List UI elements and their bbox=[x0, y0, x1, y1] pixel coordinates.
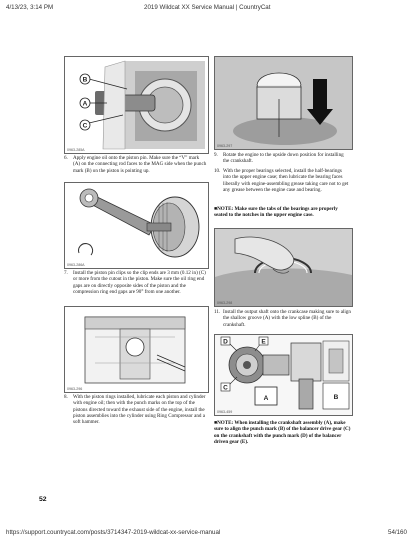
figure-id: 0963-285A bbox=[67, 148, 85, 152]
step-6: 6. Apply engine oil onto the piston pin. Make sure the “V” mark (A) on the connecting rod faces to the MAG side when the punch mark (B) on the piston is pointing up. bbox=[64, 155, 207, 174]
figure-id: 0963-298 bbox=[217, 301, 233, 305]
print-doc-title: 2019 Wildcat XX Service Manual | CountryCat bbox=[144, 4, 271, 11]
step-7: 7. Install the piston pin clips so the clip ends are 3 mm (0.12 in) (C) or more from the cutout in the piston. Make sure the oil ring end gaps are on directly opposite sides of the piston and the compression ring end gaps are 90° from one another. bbox=[64, 270, 206, 295]
figure-id: 0963-296 bbox=[67, 387, 83, 391]
figure-connecting-rod-piston bbox=[64, 182, 209, 269]
figure-id: 0963-286A bbox=[67, 263, 85, 267]
svg-text:E: E bbox=[261, 338, 266, 346]
figure-piston-pin bbox=[64, 56, 209, 154]
callout-b: B bbox=[333, 394, 339, 401]
figure-id: 0963-459 bbox=[217, 410, 233, 414]
print-page-counter: 54/160 bbox=[388, 529, 407, 536]
print-datetime: 4/13/23, 3:14 PM bbox=[6, 4, 54, 11]
figure-id: 0963-297 bbox=[217, 144, 233, 148]
svg-text:C: C bbox=[223, 384, 228, 392]
svg-text:A: A bbox=[82, 100, 88, 108]
print-url: https://support.countrycat.com/posts/3714347-2019-wildcat-xx-service-manual bbox=[6, 529, 221, 536]
callout-a: A bbox=[263, 395, 269, 402]
svg-text:C: C bbox=[82, 122, 88, 130]
figure-crankshaft-gears bbox=[214, 334, 353, 416]
figure-piston-clip-gap bbox=[64, 306, 209, 393]
step-9: 9. Rotate the engine to the upside down position for installing the crankshaft. bbox=[214, 152, 344, 165]
svg-text:D: D bbox=[223, 338, 228, 346]
note-bearing-tabs: ■NOTE: Make sure the tabs of the bearings are properly seated to the notches in the upper engine case. bbox=[214, 206, 338, 219]
step-11: 11. Install the output shaft onto the crankcase making sure to align the shallow groove (A) with the low spline (B) of the crankshaft. bbox=[214, 309, 351, 328]
step-10: 10. With the proper bearings selected, install the half-bearings into the upper engine case; then lubricate the bearing faces liberally with engine-assembling grease taking care not to get any grease between the engine case and bearing. bbox=[214, 168, 349, 193]
svg-text:B: B bbox=[82, 76, 88, 84]
page-number: 52 bbox=[39, 496, 47, 503]
note-crankshaft-alignment: ■NOTE: When installing the crankshaft assembly (A), make sure to align the punch mark (B) of the balancer drive gear (C) on the crankshaft with the punch mark (D) of the balancer driven gear (E). bbox=[214, 420, 351, 445]
figure-rotate-engine bbox=[214, 56, 353, 150]
step-8: 8. With the piston rings installed, lubricate each piston and cylinder with engine oil; then with the punch marks on the top of the pistons directed toward the exhaust side of the engine, install the piston assemblies into the cylinder using Ring Compressor and a soft hammer. bbox=[64, 394, 206, 426]
figure-bearing-install bbox=[214, 228, 353, 307]
